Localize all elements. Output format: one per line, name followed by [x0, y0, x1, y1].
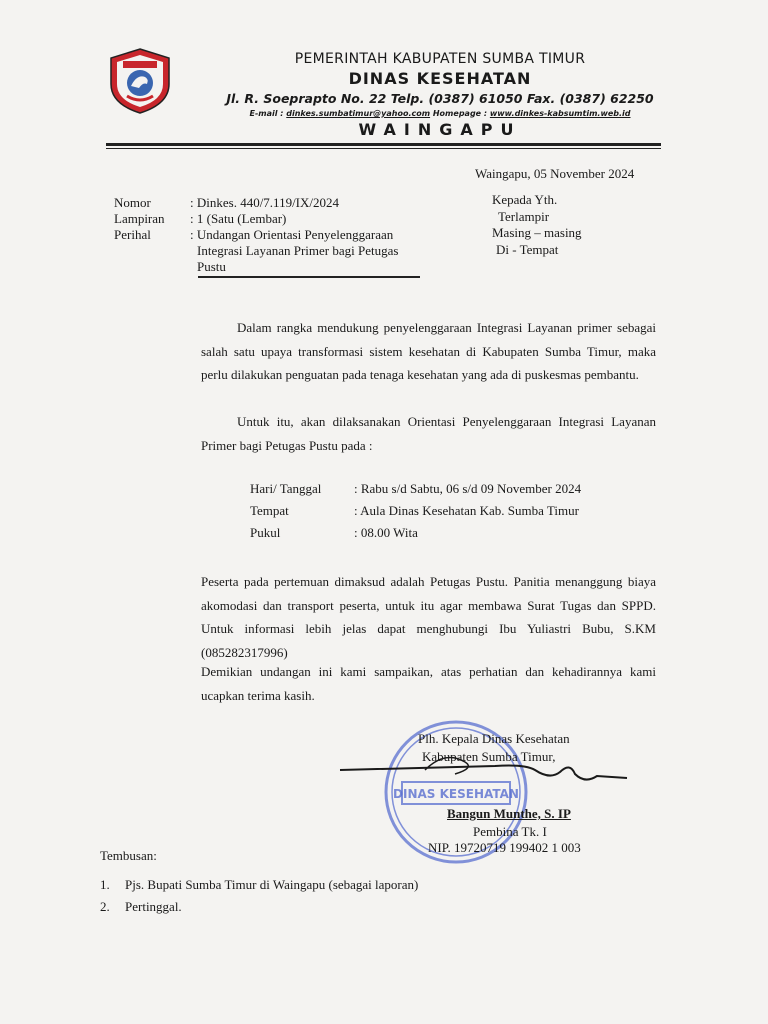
meta-spacer [114, 243, 190, 259]
signatory-nip: NIP. 19720719 199402 1 003 [428, 840, 581, 855]
schedule-value: : Rabu s/d Sabtu, 06 s/d 09 November 2024 [354, 481, 582, 496]
letterhead-divider-thin [106, 148, 661, 149]
meta-value: : Dinkes. 440/7.119/IX/2024 [190, 195, 340, 210]
meta-label: Perihal [114, 227, 151, 242]
signatory-rank: Pembina Tk. I [473, 824, 547, 839]
meta-row-lampiran [114, 211, 437, 227]
cc-title: Tembusan: [100, 848, 157, 863]
recipient-line: Di - Tempat [496, 241, 559, 257]
schedule-value: : Aula Dinas Kesehatan Kab. Sumba Timur [354, 503, 579, 518]
city-name: WAINGAPU [358, 120, 522, 139]
schedule-value: : 08.00 Wita [354, 525, 418, 540]
meta-label: Nomor [114, 195, 151, 210]
schedule-label: Hari/ Tanggal [250, 481, 322, 496]
meta-spacer [114, 259, 190, 275]
schedule-row [250, 522, 581, 544]
homepage-link[interactable]: www.dinkes-kabsumtim.web.id [489, 109, 631, 118]
cc-item-text: Pjs. Bupati Sumba Timur di Waingapu (sebagai laporan) [125, 877, 419, 892]
body-paragraph: Demikian undangan ini kami sampaikan, atas perhatian dan kehadirannya kami ucapkan terima kasih. [201, 664, 656, 703]
subject-underline [198, 276, 420, 278]
signature-line: Kabupaten Sumba Timur, [422, 749, 556, 764]
meta-value: : Undangan Orientasi Penyelenggaraan [190, 227, 394, 242]
recipient-line: Terlampir [498, 208, 550, 224]
event-schedule [250, 478, 581, 544]
meta-value: : 1 (Satu (Lembar) [190, 211, 287, 226]
meta-value: Integrasi Layanan Primer bagi Petugas [197, 243, 399, 258]
schedule-row [250, 500, 581, 522]
email-link[interactable]: dinkes.sumbatimur@yahoo.com [286, 109, 431, 118]
schedule-label: Pukul [250, 525, 281, 540]
cc-item [100, 874, 418, 896]
recipient-line: Kepada Yth. [492, 192, 558, 207]
cc-item-number: 1. [100, 877, 110, 892]
meta-label: Lampiran [114, 211, 165, 226]
email-label: E-mail : [249, 109, 287, 118]
government-name: PEMERINTAH KABUPATEN SUMBA TIMUR [294, 51, 586, 67]
cc-item-number: 2. [100, 899, 110, 914]
recipient-line: Masing – masing [492, 225, 582, 240]
letter-meta [114, 195, 437, 275]
meta-row-perihal [114, 227, 437, 243]
schedule-row [250, 478, 581, 500]
office-address: Jl. R. Soeprapto No. 22 Telp. (0387) 61050 Fax. (0387) 62250 [226, 91, 654, 106]
schedule-label: Tempat [250, 503, 289, 518]
body-paragraph: Peserta pada pertemuan dimaksud adalah Petugas Pustu. Panitia menanggung biaya akomodasi dan transport peserta, untuk itu agar membawa Surat Tugas dan SPPD. Untuk informasi lebih jelas dapat menghubungi Ibu Yuliastri Bubu, S.KM (085282317996) [201, 574, 656, 660]
meta-row-nomor [114, 195, 437, 211]
letter-date: Waingapu, 05 November 2024 [475, 166, 635, 181]
regency-logo-icon [105, 46, 175, 116]
homepage-label: Homepage : [430, 109, 490, 118]
recipient-block [492, 192, 582, 258]
cc-list [100, 874, 418, 918]
handwritten-signature-icon [335, 740, 635, 800]
body-paragraph: Untuk itu, akan dilaksanakan Orientasi Penyelenggaraan Integrasi Layanan Primer bagi Petugas Pustu pada : [201, 414, 656, 453]
signature-line: Plh. Kepala Dinas Kesehatan [418, 731, 570, 746]
department-name: DINAS KESEHATAN [348, 69, 532, 88]
meta-value: Pustu [197, 259, 226, 274]
meta-row-perihal-cont [114, 243, 437, 259]
letterhead-divider [106, 143, 661, 146]
body-paragraph: Dalam rangka mendukung penyelenggaraan Integrasi Layanan primer sebagai salah satu upaya transformasi sistem kesehatan di Kabupaten Sumba Timur, maka perlu dilakukan penguatan pada tenaga kesehatan yang ada di puskesmas pembantu. [201, 320, 656, 382]
cc-item [100, 896, 418, 918]
stamp-text: DINAS KESEHATAN [393, 787, 519, 801]
contact-line [200, 109, 680, 118]
signatory-name: Bangun Munthe, S. IP [447, 806, 571, 821]
cc-item-text: Pertinggal. [125, 899, 182, 914]
meta-row-perihal-cont [114, 259, 437, 275]
